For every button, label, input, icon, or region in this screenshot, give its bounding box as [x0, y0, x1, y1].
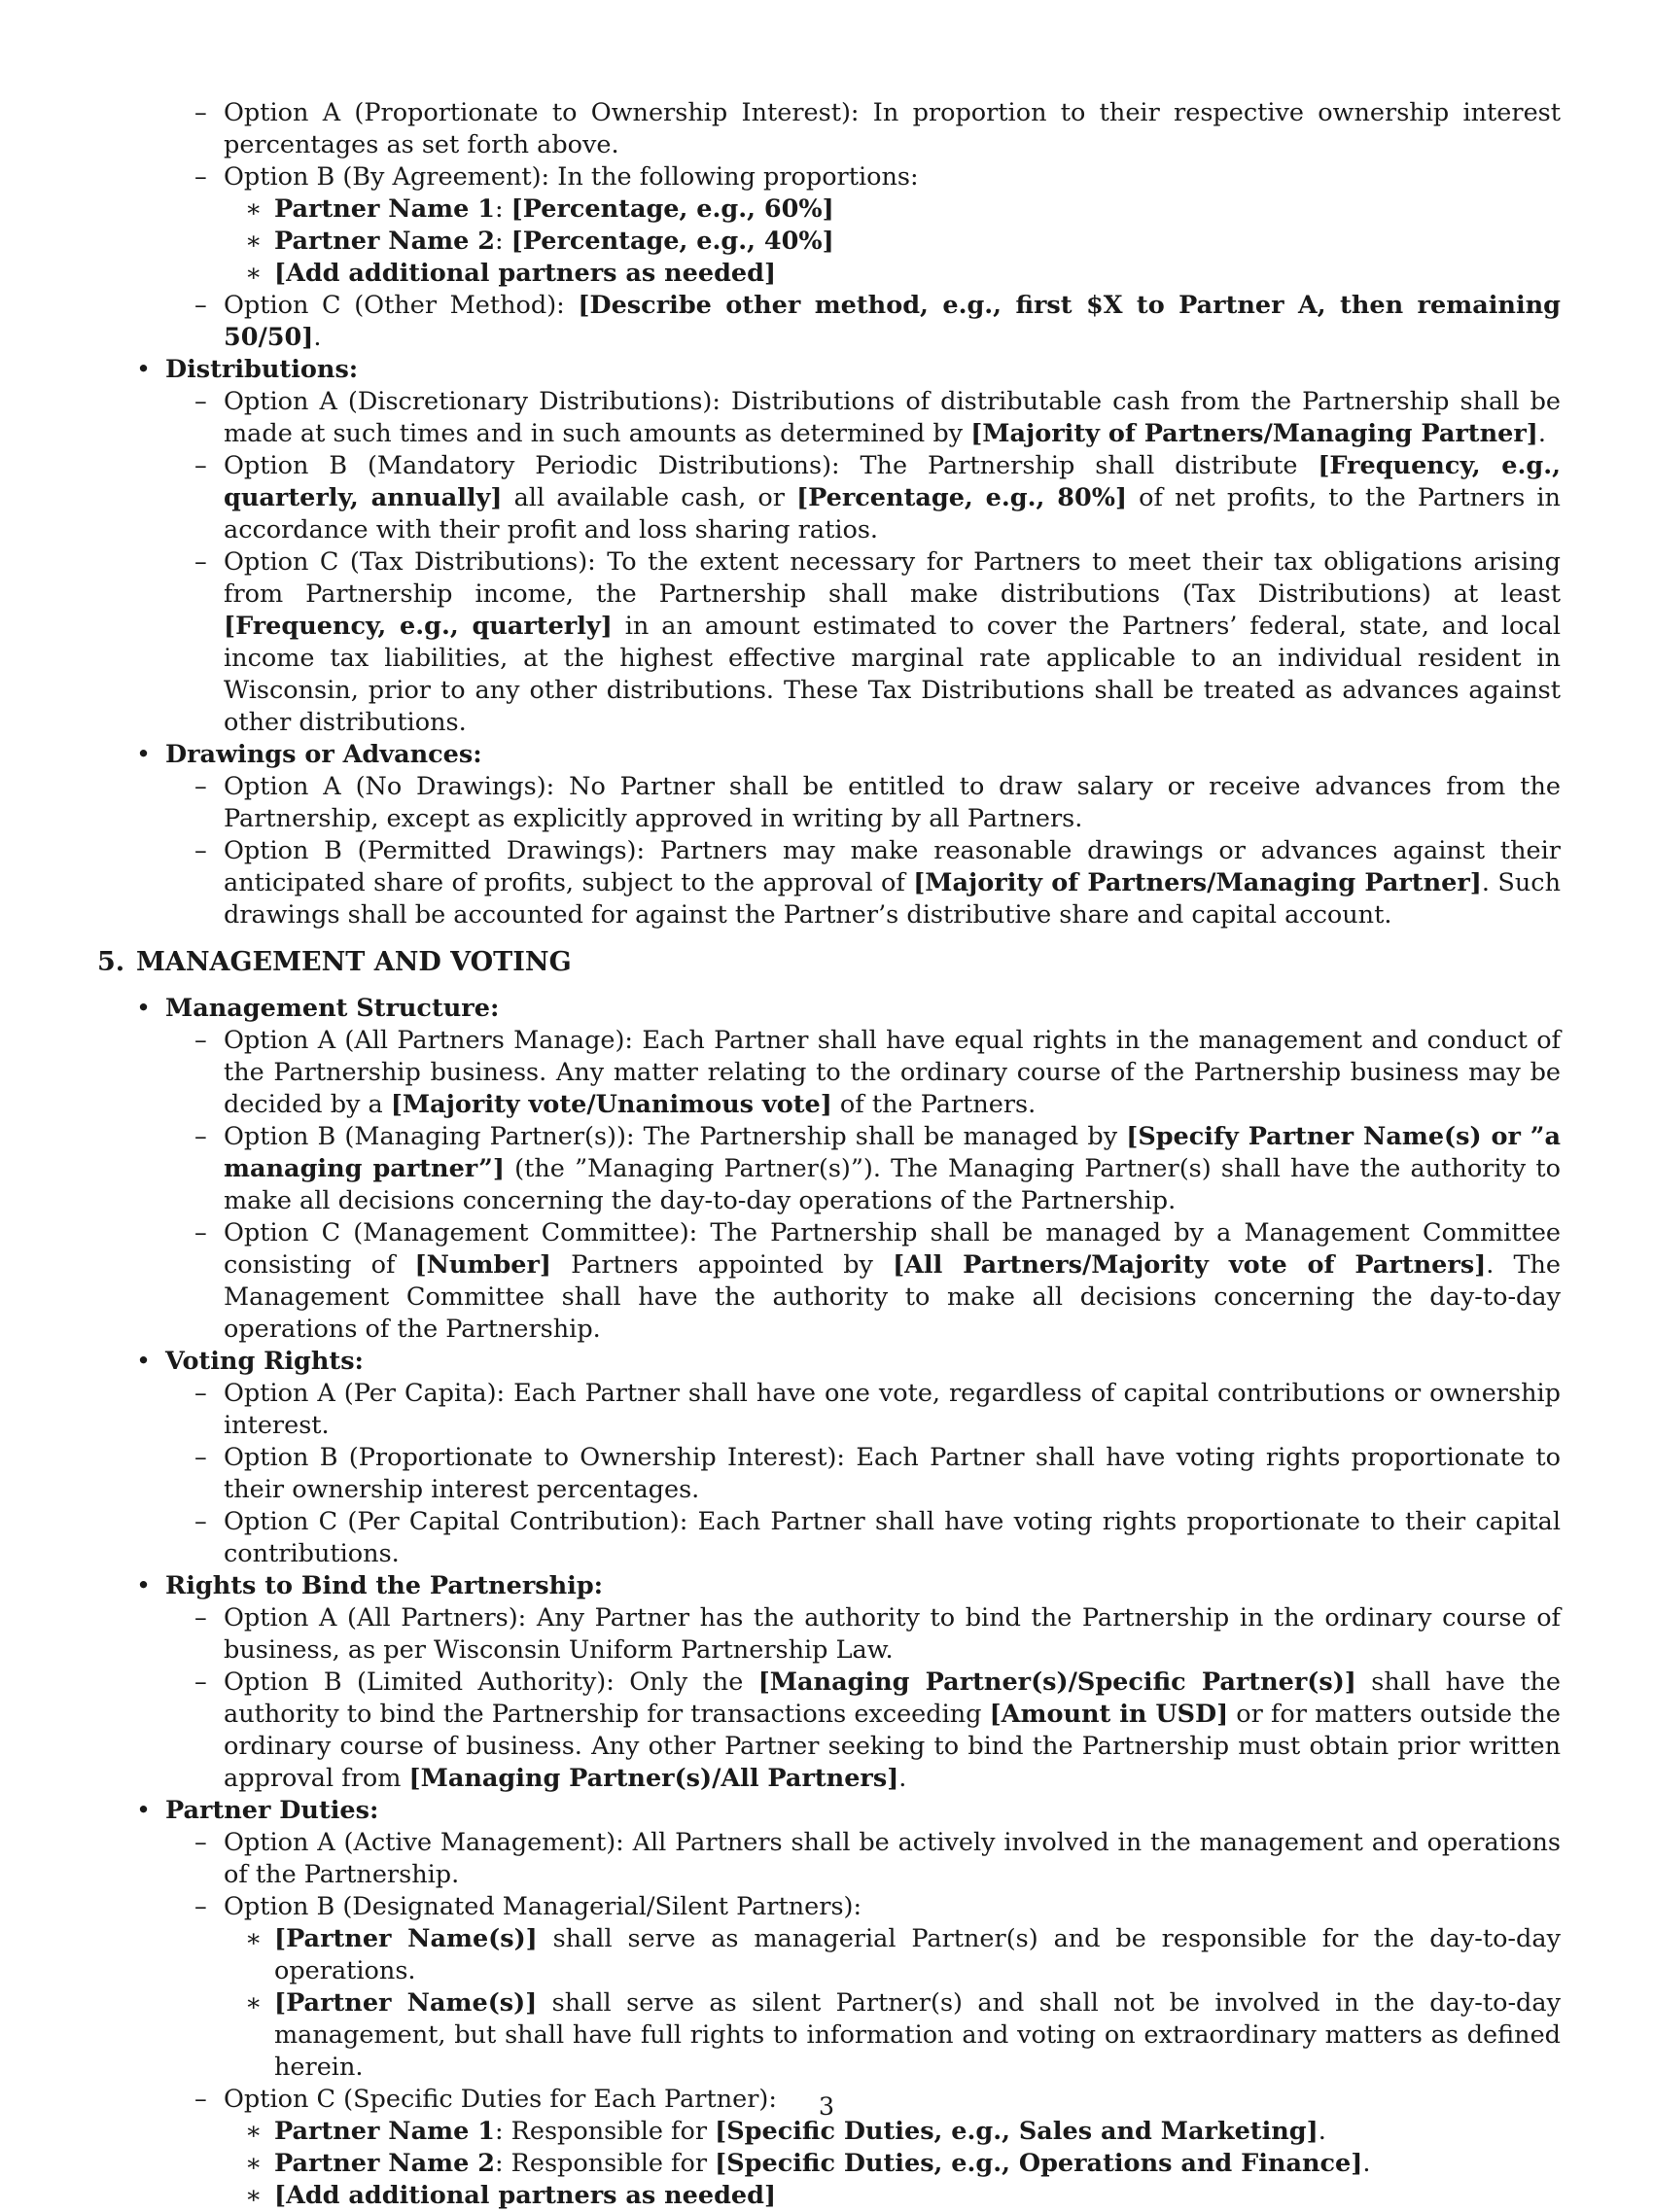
option-text: shall have the authority to bind the Partnership for transactions exceeding — [224, 1668, 1561, 1729]
option-item — [97, 1602, 1561, 1667]
placeholder-text: [Specific Duties, e.g., Operations and Finance] — [715, 2149, 1363, 2178]
option-item — [97, 1378, 1561, 1442]
option-text: Option A (All Partners Manage): Each Partner shall have equal rights in the management and conduct of the Partnership business. Any matter relating to the ordinary course of the Partnership business may be decided by a — [224, 1026, 1561, 1119]
placeholder-text: [Add additional partners as needed] — [274, 259, 777, 288]
sub-item — [97, 2180, 1561, 2212]
option-item — [97, 546, 1561, 739]
option-text: Option A (Discretionary Distributions): Distributions of distributable cash from the Partnership shall be made at such times and in such amounts as determined by — [224, 387, 1561, 448]
sub-item: ∗ Partner Name 2: [Percentage, e.g., 40%] — [97, 226, 1561, 258]
placeholder-text: [All Partners/Majority vote of Partners] — [893, 1250, 1487, 1280]
sub-item — [97, 1987, 1561, 2084]
option-text: Option C (Management Committee): The Partnership shall be managed by a Management Committee consisting of — [224, 1218, 1561, 1280]
placeholder-text: [Partner Name(s)] — [274, 1988, 538, 2018]
section-title: MANAGEMENT AND VOTING — [136, 947, 572, 977]
option-text: Option A (All Partners): Any Partner has the authority to bind the Partnership in the ordinary course of business, as per Wisconsin Uniform Partnership Law. — [224, 1603, 1561, 1665]
option-text: in an amount estimated to cover the Partners’ federal, state, and local income tax liabilities, at the highest effective marginal rate applicable to an individual resident in Wisconsin, prior to any other distributions. These Tax Distributions shall be treated as advances against other distributions. — [224, 612, 1561, 737]
option-item — [97, 1827, 1561, 1891]
bullet-heading — [97, 739, 1561, 771]
placeholder-text: [Managing Partner(s)/Specific Partner(s)] — [757, 1668, 1356, 1697]
option-item — [97, 97, 1561, 161]
partner-name: Partner Name 2 — [274, 2149, 495, 2178]
placeholder-text: [Describe other method, e.g., first $X to Partner A, then remaining 50/50] — [224, 291, 1561, 352]
option-item — [97, 1121, 1561, 1217]
option-text: Option B (Designated Managerial/Silent Partners): — [224, 1892, 862, 1921]
option-item — [97, 1442, 1561, 1506]
placeholder-text: [Majority of Partners/Managing Partner] — [913, 868, 1482, 897]
page-number: 3 — [818, 2092, 835, 2122]
sub-item — [97, 258, 1561, 290]
bullet-heading — [97, 1570, 1561, 1602]
option-text: Option B (Proportionate to Ownership Interest): Each Partner shall have voting rights proportionate to their ownership interest percentages. — [224, 1443, 1561, 1504]
placeholder-text: [Specify Partner Name(s) or ”a managing partner”] — [224, 1122, 1561, 1183]
option-item — [97, 1217, 1561, 1346]
placeholder-text: [Percentage, e.g., 40%] — [510, 227, 834, 256]
sub-item: ∗ Partner Name 1: [Percentage, e.g., 60%] — [97, 193, 1561, 226]
placeholder-text: [Managing Partner(s)/All Partners] — [408, 1764, 899, 1793]
bullet-heading — [97, 354, 1561, 386]
option-text: Option A (Active Management): All Partners shall be actively involved in the management and operations of the Partnership. — [224, 1828, 1561, 1889]
bullet-heading — [97, 1346, 1561, 1378]
placeholder-text: [Frequency, e.g., quarterly] — [224, 612, 613, 641]
placeholder-text: [Percentage, e.g., 60%] — [510, 194, 834, 224]
placeholder-text: [Number] — [414, 1250, 551, 1280]
placeholder-text: [Majority of Partners/Managing Partner] — [970, 419, 1538, 448]
option-text: all available cash, or — [502, 483, 797, 512]
placeholder-text: [Partner Name(s)] — [274, 1924, 538, 1953]
section-number: 5. — [97, 947, 125, 977]
option-text: Option C (Specific Duties for Each Partner): — [224, 2085, 777, 2114]
bullet-heading-text: Partner Duties: — [165, 1796, 379, 1825]
partner-name: Partner Name 1 — [274, 2117, 495, 2146]
option-text: Partners appointed by — [551, 1250, 894, 1280]
option-text: . The Management Committee shall have the authority to make all decisions concerning the day-to-day operations of the Partnership. — [224, 1250, 1562, 1344]
bullet-heading — [97, 993, 1561, 1025]
partner-name: Partner Name 1 — [274, 194, 495, 224]
section-heading — [97, 946, 1561, 979]
placeholder-text: [Percentage, e.g., 80%] — [796, 483, 1128, 512]
bullet-heading — [97, 1795, 1561, 1827]
option-text: Option B (Managing Partner(s)): The Partnership shall be managed by — [224, 1122, 1127, 1151]
option-text: : Responsible for — [494, 2117, 716, 2146]
sub-item: ∗ Partner Name 1: Responsible for [Specific Duties, e.g., Sales and Marketing]. — [97, 2116, 1561, 2148]
bullet-heading-text: Management Structure: — [165, 994, 500, 1023]
option-text: Option B (Permitted Drawings): Partners may make reasonable drawings or advances against their anticipated share of profits, subject to the approval of — [224, 836, 1561, 897]
option-text: Option A (Per Capita): Each Partner shall have one vote, regardless of capital contributions or ownership interest. — [224, 1379, 1561, 1440]
placeholder-text: [Amount in USD] — [989, 1700, 1229, 1729]
option-text: . — [898, 1764, 907, 1793]
placeholder-text: [Specific Duties, e.g., Sales and Marketing] — [715, 2117, 1319, 2146]
option-text: . Such drawings shall be accounted for against the Partner’s distributive share and capital account. — [224, 868, 1561, 930]
option-item — [97, 1891, 1561, 1923]
option-text: or for matters outside the ordinary course of business. Any other Partner seeking to bind the Partnership must obtain prior written approval from — [224, 1700, 1561, 1793]
option-item — [97, 1667, 1561, 1795]
option-text: : Responsible for — [494, 2149, 716, 2178]
bullet-heading-text: Rights to Bind the Partnership: — [165, 1571, 604, 1600]
partner-name: Partner Name 2 — [274, 227, 495, 256]
option-text: shall serve as silent Partner(s) and shall not be involved in the day-to-day management, but shall have full rights to information and voting on extraordinary matters as defined herein. — [274, 1988, 1561, 2082]
option-text: Option C (Per Capital Contribution): Each Partner shall have voting rights proportionate to their capital contributions. — [224, 1507, 1561, 1568]
option-text: (the ”Managing Partner(s)”). The Managing Partner(s) shall have the authority to make all decisions concerning the day-to-day operations of the Partnership. — [224, 1154, 1562, 1215]
option-text: Option B (Mandatory Periodic Distributions): The Partnership shall distribute — [224, 451, 1319, 480]
bullet-heading-text: Drawings or Advances: — [165, 740, 482, 769]
option-item — [97, 771, 1561, 835]
option-item: – Option A (Discretionary Distributions): Distributions of distributable cash from the Partnership shall be made at such times and in such amounts as determined by [Majority of Partners/Managing Partner]. — [97, 386, 1561, 450]
option-item — [97, 1025, 1561, 1121]
page-content — [97, 97, 1561, 2212]
bullet-heading-text: Voting Rights: — [165, 1347, 364, 1376]
option-text: of the Partners. — [831, 1090, 1037, 1119]
option-text: of net profits, to the Partners in accordance with their profit and loss sharing ratios. — [224, 483, 1561, 544]
option-text: Option B (By Agreement): In the following proportions: — [224, 162, 919, 192]
sub-item — [97, 1923, 1561, 1987]
option-text: Option A (Proportionate to Ownership Interest): In proportion to their respective ownership interest percentages as set forth above. — [224, 98, 1561, 159]
option-text: Option C (Tax Distributions): To the extent necessary for Partners to meet their tax obligations arising from Partnership income, the Partnership shall make distributions (Tax Distributions) at least — [224, 547, 1561, 609]
option-item — [97, 1506, 1561, 1570]
placeholder-text: [Add additional partners as needed] — [274, 2181, 777, 2210]
option-text: Option A (No Drawings): No Partner shall be entitled to draw salary or receive advances from the Partnership, except as explicitly approved in writing by all Partners. — [224, 772, 1561, 833]
sub-item: ∗ Partner Name 2: Responsible for [Specific Duties, e.g., Operations and Finance]. — [97, 2148, 1561, 2180]
placeholder-text: [Frequency, e.g., quarterly, annually] — [224, 451, 1561, 512]
option-item — [97, 835, 1561, 931]
option-text: Option B (Limited Authority): Only the — [224, 1668, 758, 1697]
option-item: – Option C (Other Method): [Describe other method, e.g., first $X to Partner A, then remaining 50/50]. — [97, 290, 1561, 354]
bullet-heading-text: Distributions: — [165, 355, 359, 384]
option-text: shall serve as managerial Partner(s) and be responsible for the day-to-day operations. — [274, 1924, 1561, 1985]
option-item — [97, 450, 1561, 546]
placeholder-text: [Majority vote/Unanimous vote] — [390, 1090, 832, 1119]
option-item — [97, 161, 1561, 193]
option-text: Option C (Other Method): — [224, 291, 579, 320]
